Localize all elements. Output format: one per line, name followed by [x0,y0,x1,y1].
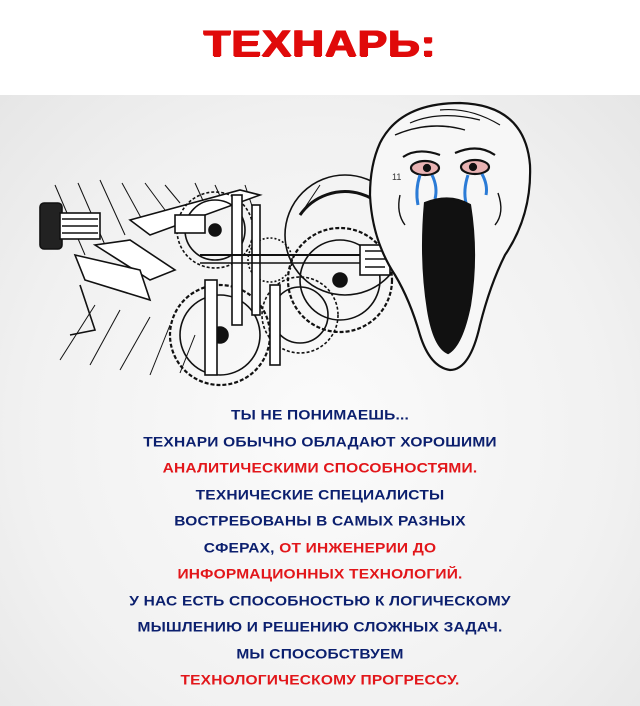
text-line-10: МЫ СПОСОБСТВУЕМ [236,646,404,662]
text-line-6 [0,537,640,561]
header [0,0,640,95]
text-line-2: ТЕХНАРИ ОБЫЧНО ОБЛАДАЮТ ХОРОШИМИ [143,434,497,450]
text-line-6-red: ОТ ИНЖЕНЕРИИ ДО [279,540,437,556]
text-line-11: ТЕХНОЛОГИЧЕСКОМУ ПРОГРЕССУ. [180,672,460,689]
illustration [0,95,640,395]
text-line-7: ИНФОРМАЦИОННЫХ ТЕХНОЛОГИЙ. [177,566,463,583]
text-block [0,403,640,695]
text-line-3: АНАЛИТИЧЕСКИМИ СПОСОБНОСТЯМИ. [162,460,478,477]
small-label: 11 [392,172,402,182]
meme-panel [0,95,640,706]
text-line-8: У НАС ЕСТЬ СПОСОБНОСТЬЮ К ЛОГИЧЕСКОМУ [129,593,511,609]
text-line-4: ТЕХНИЧЕСКИЕ СПЕЦИАЛИСТЫ [195,487,445,503]
crying-face-icon [370,103,530,370]
page-title: ТЕХНАРЬ: [203,22,437,64]
text-line-1: ТЫ НЕ ПОНИМАЕШЬ... [231,407,409,424]
text-line-9: МЫШЛЕНИЮ И РЕШЕНИЮ СЛОЖНЫХ ЗАДАЧ. [137,619,503,636]
clockwork-gears-icon [40,175,405,385]
text-line-5: ВОСТРЕБОВАНЫ В САМЫХ РАЗНЫХ [174,513,466,530]
text-line-6-blue: СФЕРАХ, [203,540,275,556]
